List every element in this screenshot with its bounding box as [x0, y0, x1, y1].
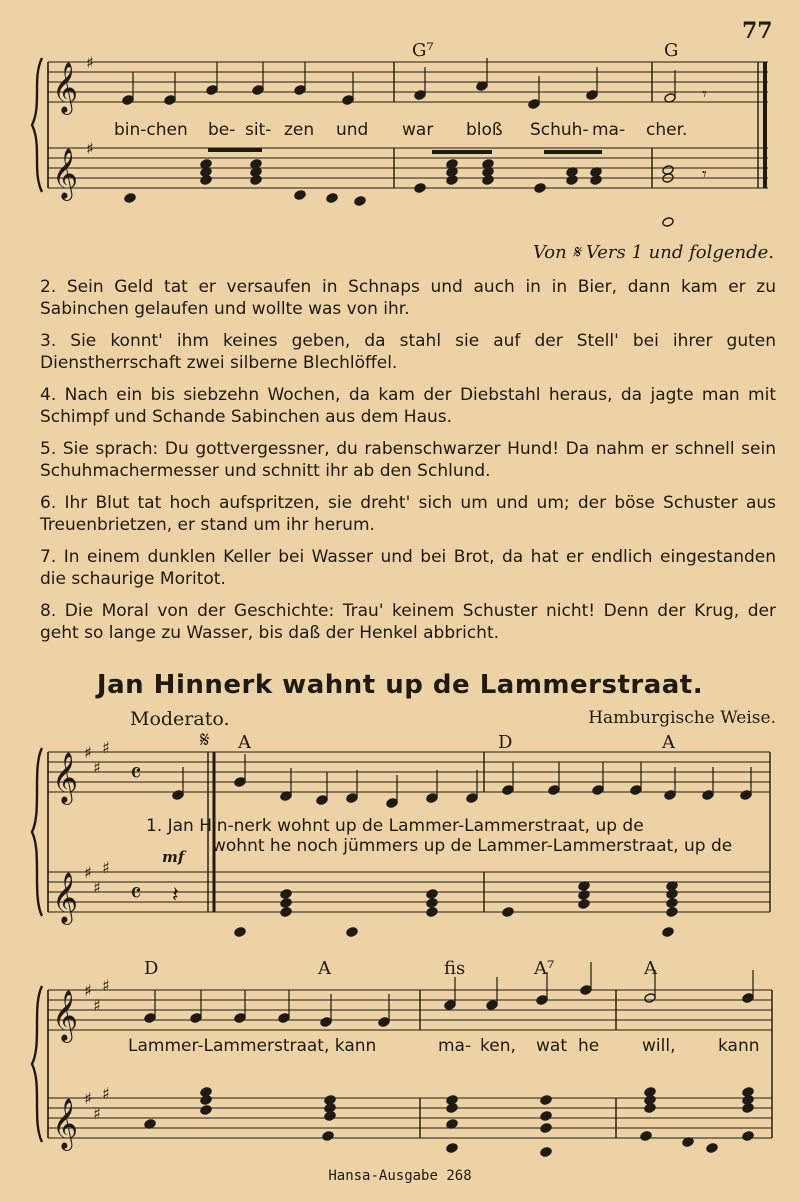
accompaniment-note [322, 1131, 334, 1142]
accompaniment-note [280, 889, 292, 900]
sharp-sign: ♯ [102, 976, 110, 995]
lyric-syllable: be- [208, 120, 236, 140]
lyric-syllable: cher. [646, 120, 688, 140]
chord-a: A [644, 958, 657, 979]
lyric-syllable: he [578, 1036, 600, 1056]
lyric-syllable: und [336, 120, 369, 140]
sharp-sign: ♯ [93, 1104, 101, 1123]
accompaniment-note [426, 907, 438, 918]
page-number: 77 [742, 18, 773, 44]
common-time-icon: 𝄴 [130, 759, 142, 789]
lyric-syllable: sit- [245, 120, 272, 140]
sharp-sign: ♯ [84, 981, 92, 1000]
accompaniment-note [426, 889, 438, 900]
lyric-syllable: Lammer-Lammerstraat, kann [128, 1036, 377, 1056]
edition-footer: Hansa-Ausgabe 268 [328, 1168, 472, 1184]
lyric-syllable: ma- [438, 1036, 472, 1056]
melody-note [664, 790, 676, 801]
accompaniment-note [578, 899, 590, 910]
common-time-icon: 𝄴 [130, 879, 142, 909]
system-brace [32, 58, 42, 192]
verse-4: 4. Nach ein bis siebzehn Wochen, da kam der Diebstahl heraus, da jagte man mit Schimpf und Schande Sabinchen aus dem Haus. [40, 385, 776, 427]
accompaniment-note [534, 183, 546, 194]
lyric-syllable: Schuh- [530, 120, 589, 140]
melody-note [386, 798, 398, 809]
treble-clef-icon: 𝄞 [52, 872, 79, 923]
accompaniment-note [280, 898, 292, 909]
treble-clef-icon: 𝄞 [52, 1098, 79, 1149]
chord-d: D [144, 958, 159, 979]
lyric-line-refrain: wohnt he noch jümmers up de Lammer-Lammerstraat, up de [212, 836, 733, 856]
melody-note [164, 95, 176, 106]
melody-note [234, 777, 246, 788]
melody-note [206, 85, 218, 96]
melody-note [742, 993, 754, 1004]
accompaniment-note [706, 1143, 718, 1154]
accompaniment-note [666, 907, 678, 918]
chord-a7: A⁷ [534, 958, 555, 979]
lyric-syllable: ken, [480, 1036, 516, 1056]
melody-note [316, 795, 328, 806]
melody-note [702, 790, 714, 801]
lyric-syllable: war [402, 120, 434, 140]
chord-g: G [664, 40, 679, 61]
verse-8: 8. Die Moral von der Geschichte: Trau' keinem Schuster nicht! Denn der Krug, der geht so lange zu Wasser, bis daß der Henkel abbricht. [40, 601, 776, 643]
sharp-sign: ♯ [84, 743, 92, 762]
accompaniment-note [200, 1105, 212, 1116]
song-title: Jan Hinnerk wahnt up de Lammerstraat. [96, 670, 704, 700]
melody-note [278, 1013, 290, 1024]
melody-note [630, 785, 642, 796]
half-note [644, 993, 656, 1004]
accompaniment-note [446, 1095, 458, 1106]
accompaniment-note [662, 927, 674, 938]
lyric-syllable: kann [718, 1036, 760, 1056]
melody-note [252, 85, 264, 96]
lyric-syllable: ma- [592, 120, 626, 140]
sharp-sign: ♯ [93, 878, 101, 897]
rest-icon: 𝄾 [702, 84, 707, 105]
melody-note [548, 785, 560, 796]
sharp-sign: ♯ [86, 139, 94, 158]
melody-note [486, 1000, 498, 1011]
verse-3: 3. Sie konnt' ihm keines geben, da stahl sie auf der Stell' bei ihrer guten Dienstherrschaft zwei silberne Blechlöffel. [40, 331, 776, 373]
melody-note [586, 90, 598, 101]
melody-note [378, 1017, 390, 1028]
tempo-marking: Moderato. [130, 708, 230, 730]
rest-icon: 𝄽 [172, 883, 179, 908]
accompaniment-note [644, 1087, 656, 1098]
melody-note [346, 793, 358, 804]
accompaniment-note [414, 183, 426, 194]
accompaniment-note [234, 927, 246, 938]
accompaniment-note [540, 1123, 552, 1134]
sharp-sign: ♯ [102, 738, 110, 757]
melody-note [426, 793, 438, 804]
chord-a: A [662, 732, 675, 753]
verses [40, 276, 776, 654]
melody-note [592, 785, 604, 796]
treble-clef-icon: 𝄞 [52, 148, 79, 199]
accompaniment-note [280, 907, 292, 918]
chord-g7: G⁷ [412, 40, 434, 61]
chord-a: A [318, 958, 331, 979]
sharp-sign: ♯ [93, 758, 101, 777]
accompaniment-note [640, 1131, 652, 1142]
accompaniment-note [324, 1095, 336, 1106]
sharp-sign: ♯ [84, 863, 92, 882]
accompaniment-note [426, 898, 438, 909]
accompaniment-note [540, 1147, 552, 1158]
accompaniment-note [666, 898, 678, 909]
sharp-sign: ♯ [102, 1084, 110, 1103]
accompaniment-note [346, 927, 358, 938]
lyric-syllable: zen [284, 120, 315, 140]
from-verse-note: Von 𝄋 Vers 1 und folgende. [532, 242, 774, 263]
accompaniment-note [502, 907, 514, 918]
treble-clef-icon: 𝄞 [52, 752, 79, 803]
accompaniment-note [540, 1095, 552, 1106]
melody-note [414, 90, 426, 101]
lyric-line-verse1: 1. Jan Hin-nerk wohnt up de Lammer-Lammerstraat, up de [146, 816, 644, 836]
sharp-sign: ♯ [84, 1089, 92, 1108]
melody-note [172, 790, 184, 801]
melody-note [144, 1013, 156, 1024]
melody-note [122, 95, 134, 106]
melody-note [466, 793, 478, 804]
sharp-sign: ♯ [93, 996, 101, 1015]
treble-clef-icon: 𝄞 [52, 62, 79, 113]
accompaniment-note [200, 1087, 212, 1098]
melody-note [502, 785, 514, 796]
melody-note [580, 985, 592, 996]
accompaniment-note [742, 1087, 754, 1098]
accompaniment-note [326, 193, 338, 204]
chord-fis: fis [444, 958, 466, 979]
accompaniment-note [446, 1143, 458, 1154]
melody-note [294, 85, 306, 96]
melody-note [190, 1013, 202, 1024]
chord-a: A [238, 732, 251, 753]
accompaniment-note [294, 190, 306, 201]
verse-7: 7. In einem dunklen Keller bei Wasser und bei Brot, da hat er endlich eingestanden die schaurige Moritot. [40, 547, 776, 589]
melody-note [234, 1013, 246, 1024]
verse-6: 6. Ihr Blut tat hoch aufspritzen, sie dreht' sich um und um; der böse Schuster aus Treuenbrietzen, er stand um ihr herum. [40, 493, 776, 535]
melody-note [528, 99, 540, 110]
lyric-syllable: will, [642, 1036, 676, 1056]
rest-icon: 𝄾 [702, 164, 707, 185]
melody-note [342, 95, 354, 106]
lyric-syllable: bin-chen [114, 120, 188, 140]
melody-note [444, 1000, 456, 1011]
system-brace [32, 986, 42, 1142]
verse-2: 2. Sein Geld tat er versaufen in Schnaps und auch in in Bier, dann kam er zu Sabinchen gelaufen und wollte was von ihr. [40, 277, 776, 319]
accompaniment-note [354, 196, 366, 207]
song-origin: Hamburgische Weise. [588, 708, 776, 728]
lyric-syllable: bloß [466, 120, 503, 140]
system-brace [32, 748, 42, 916]
melody-note [740, 790, 752, 801]
accompaniment-note [578, 890, 590, 901]
accompaniment-note [540, 1111, 552, 1122]
verse-5: 5. Sie sprach: Du gottvergessner, du rabenschwarzer Hund! Da nahm er schnell sein Schuhmachermesser und schnitt ihr ab den Schlund. [40, 439, 776, 481]
melody-note [320, 1017, 332, 1028]
segno-icon: 𝄋 [200, 728, 210, 753]
sharp-sign: ♯ [102, 858, 110, 877]
sharp-sign: ♯ [86, 53, 94, 72]
melody-note [536, 995, 548, 1006]
chord-d: D [498, 732, 513, 753]
accompaniment-note [742, 1131, 754, 1142]
half-note [662, 217, 674, 228]
dynamic-mf: mf [162, 848, 185, 866]
lyric-syllable: wat [536, 1036, 567, 1056]
accompaniment-note [124, 193, 136, 204]
treble-clef-icon: 𝄞 [52, 990, 79, 1041]
